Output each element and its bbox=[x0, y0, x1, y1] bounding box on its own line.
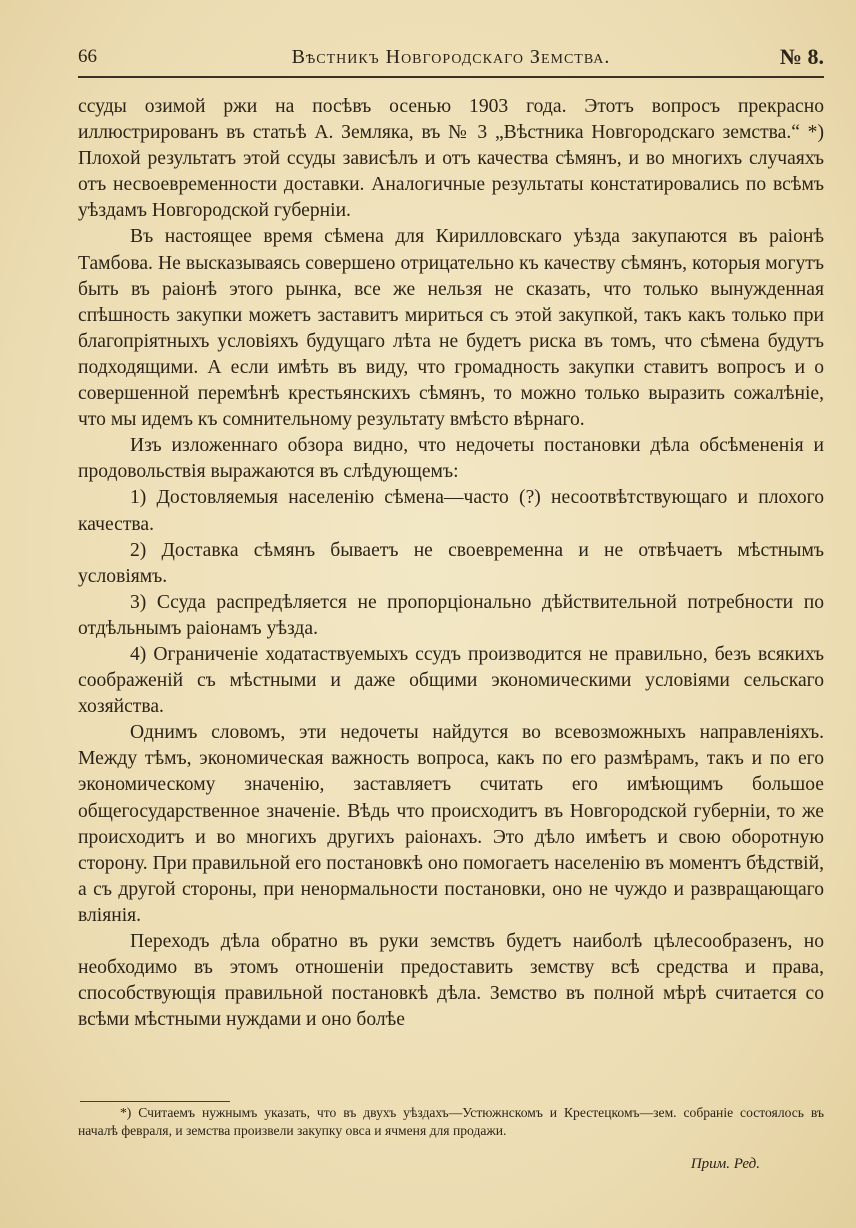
list-item: 1) Достовляемыя населенію сѣмена—часто (?) несоотвѣтствующаго и плохого качества. bbox=[78, 487, 824, 535]
editor-note: Прим. Ред. bbox=[690, 1156, 760, 1172]
paragraph: Переходъ дѣла обратно въ руки земствъ будетъ наиболѣ цѣлесообразенъ, но необходимо въ этомъ отношеніи предоставить земству всѣ средства и права, способствующія правильной постановкѣ дѣла. Земство въ полной мѣрѣ считается со всѣми мѣстными нуждами и оно болѣе bbox=[78, 931, 824, 1031]
paragraph: Однимъ словомъ, эти недочеты найдутся во всевозможныхъ направленіяхъ. Между тѣмъ, экономическая важность вопроса, какъ по его размѣрамъ, такъ и по его экономическому значенію, заставляетъ считать его имѣющимъ большое общегосударственное значеніе. Вѣдь что происходитъ въ Новгородской губерніи, то же происходитъ и во многихъ другихъ раіонахъ. Это дѣло имѣетъ и свою оборотную сторону. При правильной его постановкѣ оно помогаетъ населенію въ моментъ бѣдствій, а съ другой стороны, при ненормальности постановки, оно не чуждо и развращающаго вліянія. bbox=[78, 722, 824, 926]
paragraph: Въ настоящее время сѣмена для Кирилловскаго уѣзда закупаются въ раіонѣ Тамбова. Не высказываясь совершено отрицательно къ качеству сѣмянъ, которыя могутъ быть въ раіонѣ этого рынка, все же нельзя не сказать, что только вынужденная спѣшность закупки можетъ заставитъ мириться съ этой закупкой, такъ какъ только при благопріятныхъ условіяхъ будущаго лѣта не будетъ риска въ томъ, что сѣмена будутъ подходящими. А если имѣть въ виду, что громадность закупки ставитъ вопросъ и о совершенной перемѣнѣ крестьянскихъ сѣмянъ, то можно только выразить сожалѣніе, что мы идемъ къ сомнительному результату вмѣсто вѣрнаго. bbox=[78, 226, 824, 431]
header-rule bbox=[78, 76, 824, 78]
page-header bbox=[78, 46, 824, 74]
body-text bbox=[78, 94, 824, 1033]
journal-title: Вѣстникъ Новгородскаго Земства. bbox=[291, 46, 611, 68]
list-item: 2) Доставка сѣмянъ бываетъ не своевременна и не отвѣчаетъ мѣстнымъ условіямъ. bbox=[78, 539, 824, 587]
footnote-text: *) Считаемъ нужнымъ указать, что въ двухъ уѣздахъ—Устюжнскомъ и Крестецкомъ—зем. собраніе состоялось въ началѣ февраля, и земства произвели закупку овса и ячменя для продажи. bbox=[78, 1105, 824, 1138]
paragraph: Изъ изложеннаго обзора видно, что недочеты постановки дѣла обсѣмененія и продовольствія выражаются въ слѣдующемъ: bbox=[78, 435, 824, 483]
paragraph: ссуды озимой ржи на посѣвъ осенью 1903 года. Этотъ вопросъ прекрасно иллюстрированъ въ статьѣ А. Земляка, въ № 3 „Вѣстника Новгородскаго земства.“ *) Плохой результатъ этой ссуды зависѣлъ и отъ качества сѣмянъ, и во многихъ случаяхъ отъ несвоевременности доставки. Аналогичные результаты констатировались по всѣмъ уѣздамъ Новгородской губерніи. bbox=[78, 96, 824, 222]
list-item: 3) Ссуда распредѣляется не пропорціонально дѣйствительной потребности по отдѣльнымъ раіонамъ уѣзда. bbox=[78, 591, 824, 639]
issue-number: № 8. bbox=[779, 44, 824, 69]
footnote-rule bbox=[80, 1101, 230, 1102]
footnote bbox=[78, 1104, 824, 1139]
list-item: 4) Ограниченіе ходатаствуемыхъ ссудъ производится не правильно, безъ всякихъ соображеній съ мѣстными и даже общими экономическими условіями сельскаго хозяйства. bbox=[78, 643, 824, 718]
page-number: 66 bbox=[78, 46, 97, 67]
